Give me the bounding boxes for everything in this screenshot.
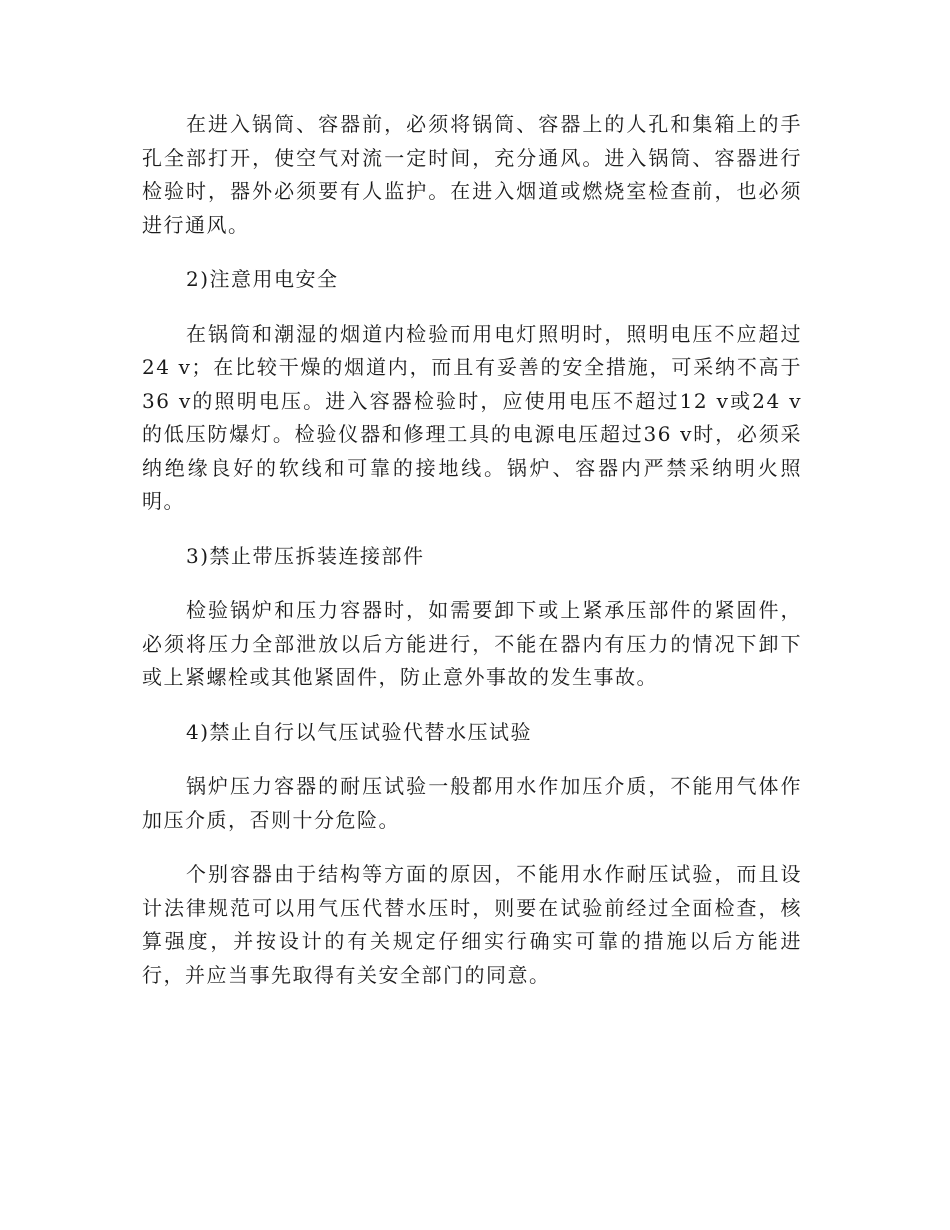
paragraph-electrical-safety: 在锅筒和潮湿的烟道内检验而用电灯照明时，照明电压不应超过24 v；在比较干燥的烟道内，而且有妥善的安全措施，可采纳不高于36 v的照明电压。进入容器检验时，应使用电压不超过12 v或24 v的低压防爆灯。检验仪器和修理工具的电源电压超过36 v时，必须采纳绝缘良好的软线和可靠的接地线。锅炉、容器内严禁采纳明火照明。 xyxy=(142,321,802,513)
heading-no-air-pressure-test: 4)禁止自行以气压试验代替水压试验 xyxy=(186,719,533,744)
heading-electrical-safety: 2)注意用电安全 xyxy=(186,267,339,291)
paragraph-ventilation: 在进入锅筒、容器前，必须将锅筒、容器上的人孔和集箱上的手孔全部打开，使空气对流一定时间，充分通风。进入锅筒、容器进行检验时，器外必须要有人监护。在进入烟道或燃烧室检查前，也必须进行通风。 xyxy=(142,112,802,237)
paragraph-no-pressurized-disassembly: 检验锅炉和压力容器时，如需要卸下或上紧承压部件的紧固件，必须将压力全部泄放以后方能进行，不能在器内有压力的情况下卸下或上紧螺栓或其他紧固件，防止意外事故的发生事故。 xyxy=(142,598,802,689)
paragraph-air-pressure-exception: 个别容器由于结构等方面的原因，不能用水作耐压试验，而且设计法律规范可以用气压代替水压时，则要在试验前经过全面检查，核算强度，并按设计的有关规定仔细实行确实可靠的措施以后方能进行，并应当事先取得有关安全部门的同意。 xyxy=(142,862,802,987)
document-page xyxy=(142,108,802,1013)
heading-no-pressurized-disassembly: 3)禁止带压拆装连接部件 xyxy=(186,543,425,568)
paragraph-pressure-test-medium: 锅炉压力容器的耐压试验一般都用水作加压介质，不能用气体作加压介质，否则十分危险。 xyxy=(142,774,802,832)
